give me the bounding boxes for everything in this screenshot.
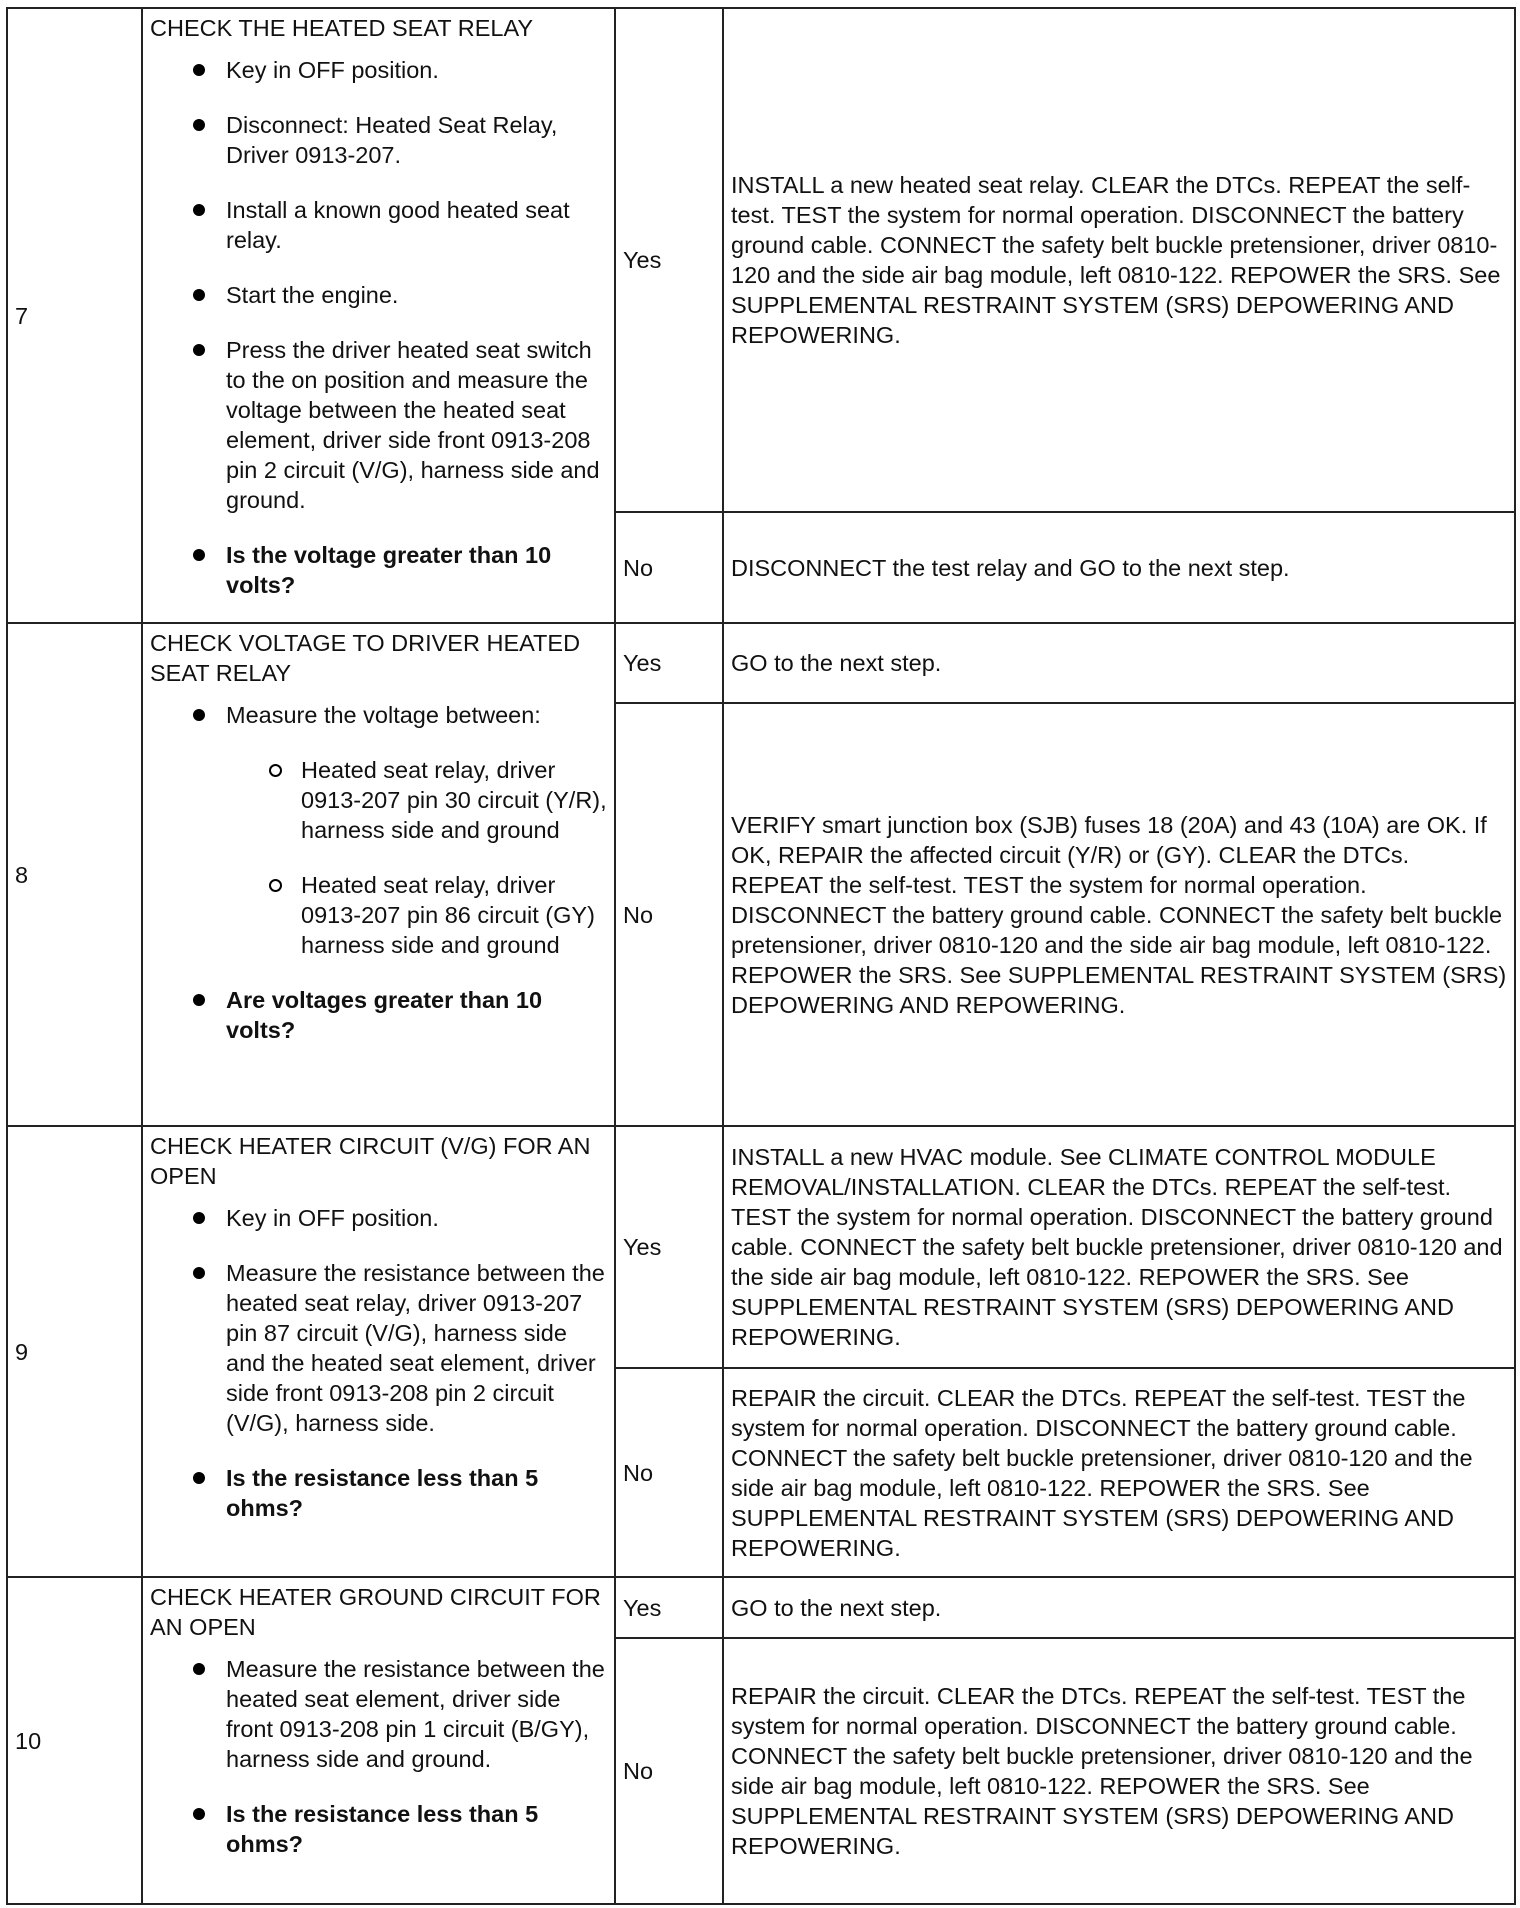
action-item: Disconnect: Heated Seat Relay, Driver 0913-207. xyxy=(150,110,607,170)
action-list xyxy=(150,55,607,600)
step-question: Is the resistance less than 5 ohms? xyxy=(150,1799,607,1859)
action-list xyxy=(150,1654,607,1859)
sub-action-item: Heated seat relay, driver 0913-207 pin 30 circuit (Y/R), harness side and ground xyxy=(226,755,607,845)
step-title: CHECK HEATER GROUND CIRCUIT FOR AN OPEN xyxy=(150,1584,601,1640)
action-item: Key in OFF position. xyxy=(150,55,607,85)
step-row-7 xyxy=(7,8,1515,512)
step-number: 9 xyxy=(7,1126,142,1577)
no-label: No xyxy=(615,703,723,1126)
no-action: REPAIR the circuit. CLEAR the DTCs. REPEAT the self-test. TEST the system for normal operation. DISCONNECT the battery ground cable. CONNECT the safety belt buckle pretensioner, driver 0810-120 and the side air bag module, left 0810-122. REPOWER the SRS. See SUPPLEMENTAL RESTRAINT SYSTEM (SRS) DEPOWERING AND REPOWERING. xyxy=(723,1368,1515,1577)
yes-label: Yes xyxy=(615,623,723,703)
action-item: Measure the resistance between the heated seat relay, driver 0913-207 pin 87 circuit (V/G), harness side and the heated seat element, driver side front 0913-208 pin 2 circuit (V/G), harness side. xyxy=(150,1258,607,1438)
no-label: No xyxy=(615,1638,723,1904)
step-content xyxy=(142,1126,615,1577)
action-item xyxy=(150,700,607,960)
step-question: Are voltages greater than 10 volts? xyxy=(150,985,607,1045)
no-action: VERIFY smart junction box (SJB) fuses 18 (20A) and 43 (10A) are OK. If OK, REPAIR the affected circuit (Y/R) or (GY). CLEAR the DTCs. REPEAT the self-test. TEST the system for normal operation. DISCONNECT the battery ground cable. CONNECT the safety belt buckle pretensioner, driver 0810-120 and the side air bag module, left 0810-122. REPOWER the SRS. See SUPPLEMENTAL RESTRAINT SYSTEM (SRS) DEPOWERING AND REPOWERING. xyxy=(723,703,1515,1126)
step-content xyxy=(142,8,615,623)
step-title: CHECK THE HEATED SEAT RELAY xyxy=(150,15,534,41)
yes-label: Yes xyxy=(615,1126,723,1368)
yes-label: Yes xyxy=(615,8,723,512)
action-list xyxy=(150,1203,607,1523)
step-title: CHECK HEATER CIRCUIT (V/G) FOR AN OPEN xyxy=(150,1133,591,1189)
step-number: 8 xyxy=(7,623,142,1126)
pinpoint-test-table xyxy=(6,7,1516,1905)
yes-action: INSTALL a new HVAC module. See CLIMATE CONTROL MODULE REMOVAL/INSTALLATION. CLEAR the DTCs. REPEAT the self-test. TEST the system for normal operation. DISCONNECT the battery ground cable. CONNECT the safety belt buckle pretensioner, driver 0810-120 and the side air bag module, left 0810-122. REPOWER the SRS. See SUPPLEMENTAL RESTRAINT SYSTEM (SRS) DEPOWERING AND REPOWERING. xyxy=(723,1126,1515,1368)
step-row-10 xyxy=(7,1577,1515,1638)
step-title: CHECK VOLTAGE TO DRIVER HEATED SEAT RELAY xyxy=(150,630,581,686)
action-list xyxy=(150,700,607,1045)
action-item: Install a known good heated seat relay. xyxy=(150,195,607,255)
yes-action: INSTALL a new heated seat relay. CLEAR the DTCs. REPEAT the self-test. TEST the system for normal operation. DISCONNECT the battery ground cable. CONNECT the safety belt buckle pretensioner, driver 0810-120 and the side air bag module, left 0810-122. REPOWER the SRS. See SUPPLEMENTAL RESTRAINT SYSTEM (SRS) DEPOWERING AND REPOWERING. xyxy=(723,8,1515,512)
no-action: DISCONNECT the test relay and GO to the next step. xyxy=(723,512,1515,623)
action-item: Key in OFF position. xyxy=(150,1203,607,1233)
yes-action: GO to the next step. xyxy=(723,1577,1515,1638)
step-number: 7 xyxy=(7,8,142,623)
no-action: REPAIR the circuit. CLEAR the DTCs. REPEAT the self-test. TEST the system for normal operation. DISCONNECT the battery ground cable. CONNECT the safety belt buckle pretensioner, driver 0810-120 and the side air bag module, left 0810-122. REPOWER the SRS. See SUPPLEMENTAL RESTRAINT SYSTEM (SRS) DEPOWERING AND REPOWERING. xyxy=(723,1638,1515,1904)
step-row-8 xyxy=(7,623,1515,703)
yes-label: Yes xyxy=(615,1577,723,1638)
step-question: Is the voltage greater than 10 volts? xyxy=(150,540,607,600)
step-content xyxy=(142,623,615,1126)
action-item: Start the engine. xyxy=(150,280,607,310)
no-label: No xyxy=(615,512,723,623)
sub-action-item: Heated seat relay, driver 0913-207 pin 86 circuit (GY) harness side and ground xyxy=(226,870,607,960)
step-content xyxy=(142,1577,615,1904)
action-item: Press the driver heated seat switch to the on position and measure the voltage between the heated seat element, driver side front 0913-208 pin 2 circuit (V/G), harness side and ground. xyxy=(150,335,607,515)
step-question: Is the resistance less than 5 ohms? xyxy=(150,1463,607,1523)
action-item: Measure the resistance between the heated seat element, driver side front 0913-208 pin 1 circuit (B/GY), harness side and ground. xyxy=(150,1654,607,1774)
action-text: Measure the voltage between: xyxy=(226,702,541,728)
no-label: No xyxy=(615,1368,723,1577)
sub-action-list xyxy=(226,755,607,960)
yes-action: GO to the next step. xyxy=(723,623,1515,703)
step-number: 10 xyxy=(7,1577,142,1904)
step-row-9 xyxy=(7,1126,1515,1368)
